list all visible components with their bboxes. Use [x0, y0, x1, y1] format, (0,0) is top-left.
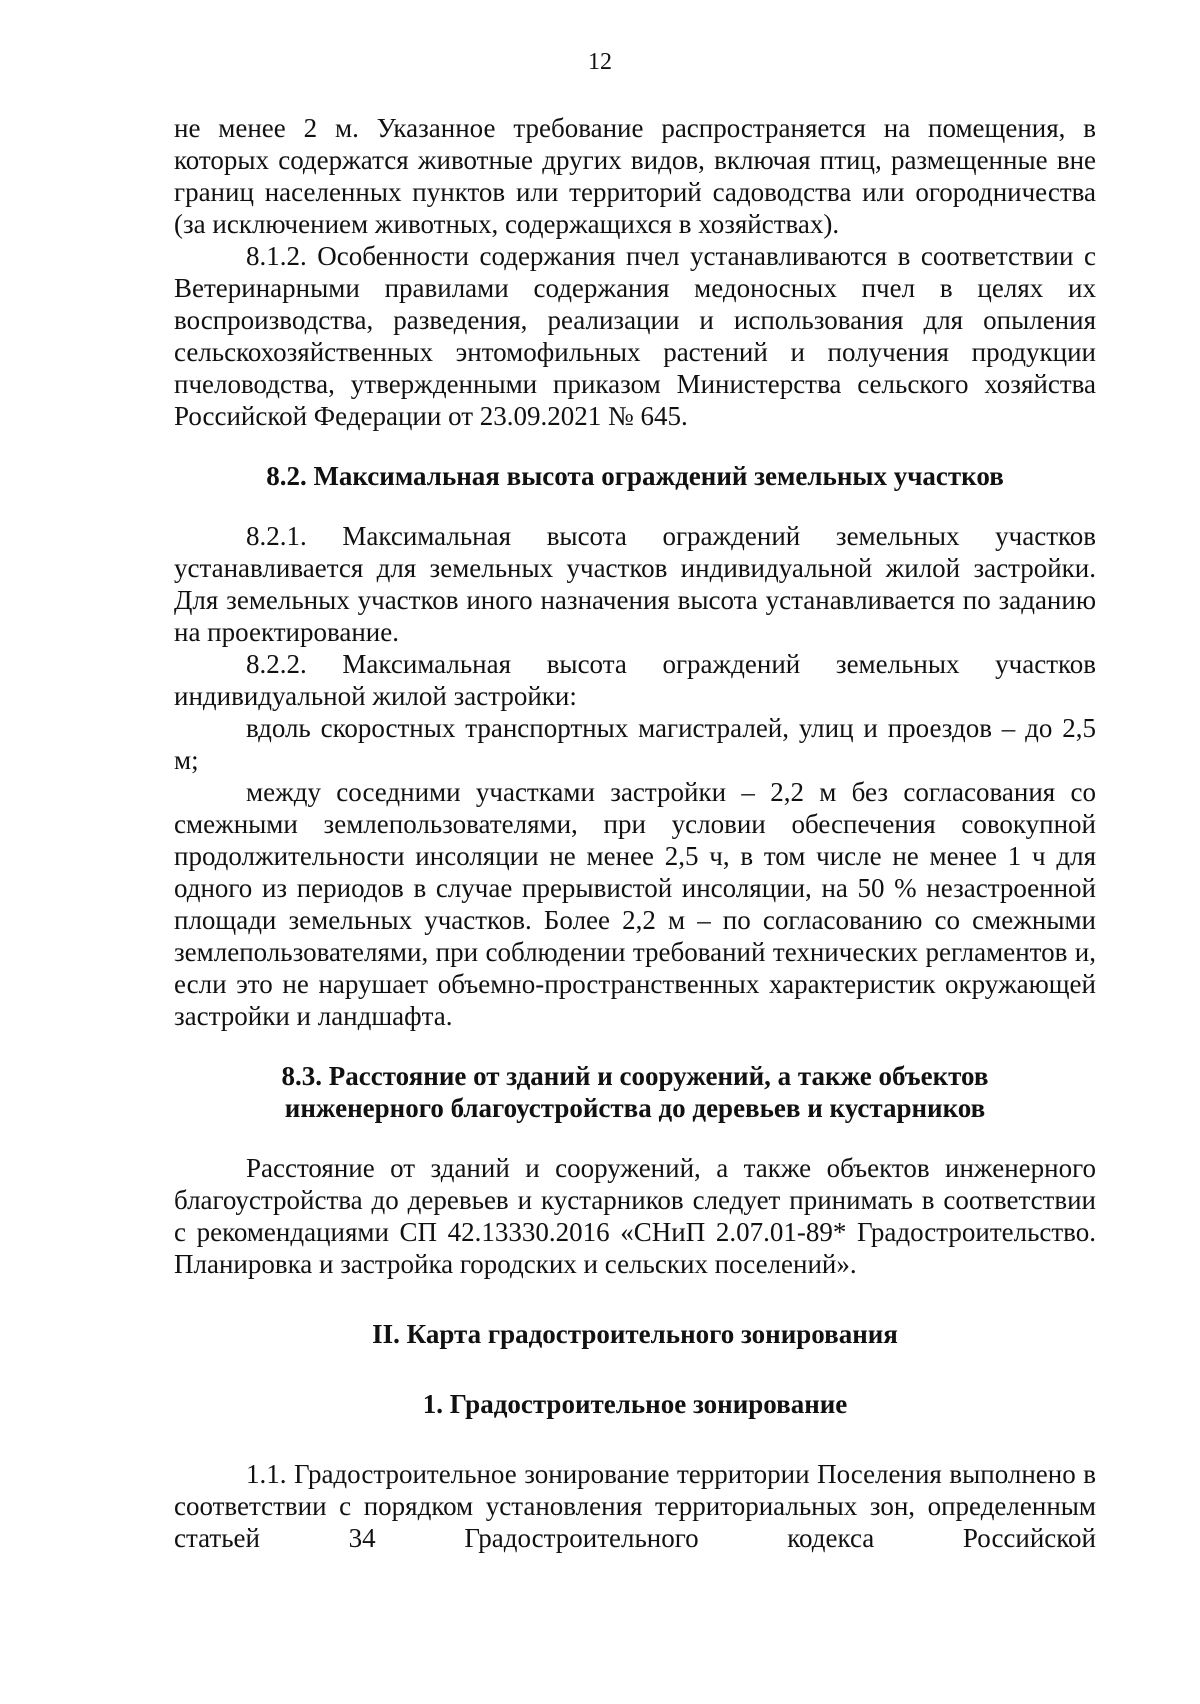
heading-8-3-line-2: инженерного благоустройства до деревьев и кустарников: [284, 1093, 986, 1123]
heading-8-2: 8.2. Максимальная высота ограждений земельных участков: [266, 461, 1004, 491]
page-number: 12: [588, 49, 612, 75]
heading-8-3: [174, 1060, 1096, 1124]
paragraph-8-2-1: 8.2.1. Максимальная высота ограждений земельных участков устанавливается для земельных участков индивидуальной жилой застройки. Для земельных участков иного назначения высота устанавливается по заданию на проектирование.: [174, 521, 1096, 647]
document-body: [174, 112, 1096, 1554]
paragraph-8-2-2: 8.2.2. Максимальная высота ограждений земельных участков индивидуальной жилой застройки:: [174, 649, 1096, 711]
paragraph-roads: вдоль скоростных транспортных магистралей, улиц и проездов – до 2,5 м;: [174, 713, 1096, 775]
heading-8-3-line-1: 8.3. Расстояние от зданий и сооружений, а также объектов: [281, 1061, 989, 1091]
heading-section-II: II. Карта градостроительного зонирования: [372, 1319, 898, 1349]
paragraph-8-1-2: 8.1.2. Особенности содержания пчел устанавливаются в соответствии с Ветеринарными правилами содержания медоносных пчел в целях их воспроизводства, разведения, реализации и использования для опыления сельскохозяйственных энтомофильных растений и получения продукции пчеловодства, утвержденными приказом Министерства сельского хозяйства Российской Федерации от 23.09.2021 № 645.: [174, 241, 1096, 431]
paragraph-8-3: Расстояние от зданий и сооружений, а также объектов инженерного благоустройства до деревьев и кустарников следует принимать в соответствии с рекомендациями СП 42.13330.2016 «СНиП 2.07.01-89* Градостроительство. Планировка и застройка городских и сельских поселений».: [174, 1153, 1096, 1279]
paragraph-1-1: 1.1. Градостроительное зонирование территории Поселения выполнено в соответствии с порядком установления территориальных зон, определенным статьей 34 Градостроительного кодекса Российской: [174, 1459, 1096, 1553]
heading-1: 1. Градостроительное зонирование: [422, 1389, 848, 1419]
paragraph-continuation: не менее 2 м. Указанное требование распространяется на помещения, в которых содержатся животные других видов, включая птиц, размещенные вне границ населенных пунктов или территорий садоводства или огородничества (за исключением животных, содержащихся в хозяйствах).: [174, 113, 1096, 239]
paragraph-neighbors: между соседними участками застройки – 2,2 м без согласования со смежными землепользователями, при условии обеспечения совокупной продолжительности инсоляции не менее 2,5 ч, в том числе не менее 1 ч для одного из периодов в случае прерывистой инсоляции, на 50 % незастроенной площади земельных участков. Более 2,2 м – по согласованию со смежными землепользователями, при соблюдении требований технических регламентов и, если это не нарушает объемно-пространственных характеристик окружающей застройки и ландшафта.: [174, 777, 1096, 1031]
